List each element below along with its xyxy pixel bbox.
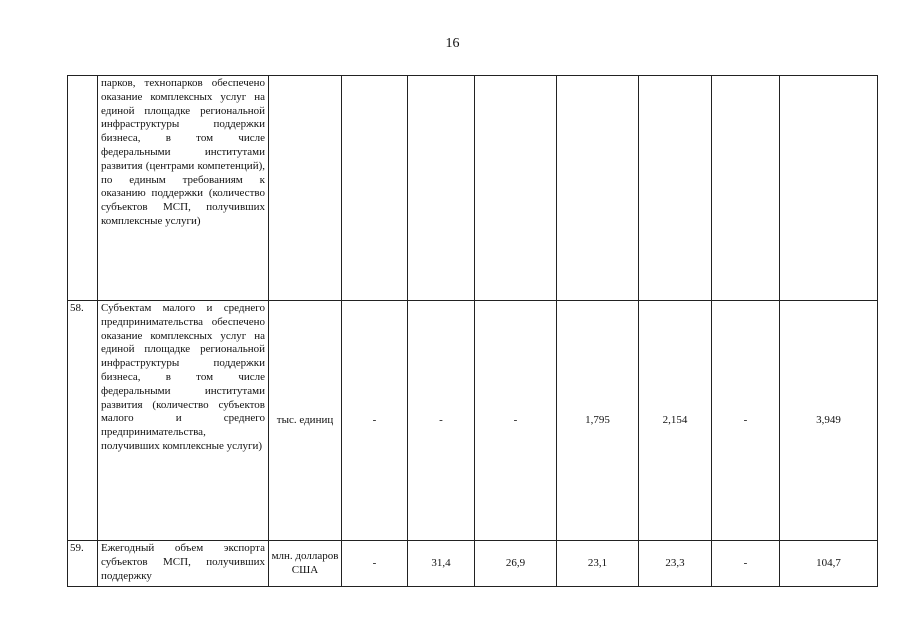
page-number: 16	[445, 36, 460, 51]
total-cell	[780, 76, 878, 301]
value-cell: -	[712, 541, 780, 587]
indicators-table	[67, 75, 878, 587]
value-cell	[557, 76, 639, 301]
indicator-name: Субъектам малого и среднего предпринимательства обеспечено оказание комплексных услуг на единой площадке региональной инфраструктуры поддержки бизнеса, в том числе федеральными институтами развития (количество субъектов малого и среднего предпринимательства, получивших комплексные услуги)	[98, 301, 269, 541]
unit-cell: млн. долларов США	[269, 541, 342, 587]
value-cell: -	[342, 541, 408, 587]
value-cell: 26,9	[475, 541, 557, 587]
table-row	[68, 301, 878, 541]
value-cell: 23,1	[557, 541, 639, 587]
value-cell: -	[712, 301, 780, 541]
table-row	[68, 76, 878, 301]
value-cell: -	[408, 301, 475, 541]
table-row	[68, 541, 878, 587]
value-cell: 31,4	[408, 541, 475, 587]
value-cell	[639, 76, 712, 301]
value-cell	[475, 76, 557, 301]
value-cell	[342, 76, 408, 301]
value-cell: 1,795	[557, 301, 639, 541]
indicator-name: парков, технопарков обеспечено оказание комплексных услуг на единой площадке региональной инфраструктуры поддержки бизнеса, в том числе федеральными институтами развития (центрами компетенций), по единым требованиям к оказанию поддержки (количество субъектов МСП, получивших комплексные услуги)	[98, 76, 269, 301]
value-cell: -	[342, 301, 408, 541]
value-cell	[712, 76, 780, 301]
value-cell: 23,3	[639, 541, 712, 587]
total-cell: 104,7	[780, 541, 878, 587]
indicator-name: Ежегодный объем экспорта субъектов МСП, получивших поддержку	[98, 541, 269, 587]
total-cell: 3,949	[780, 301, 878, 541]
unit-cell: тыс. единиц	[269, 301, 342, 541]
row-number: 58.	[68, 301, 98, 541]
value-cell	[408, 76, 475, 301]
value-cell: -	[475, 301, 557, 541]
row-number: 59.	[68, 541, 98, 587]
unit-cell	[269, 76, 342, 301]
value-cell: 2,154	[639, 301, 712, 541]
row-number	[68, 76, 98, 301]
